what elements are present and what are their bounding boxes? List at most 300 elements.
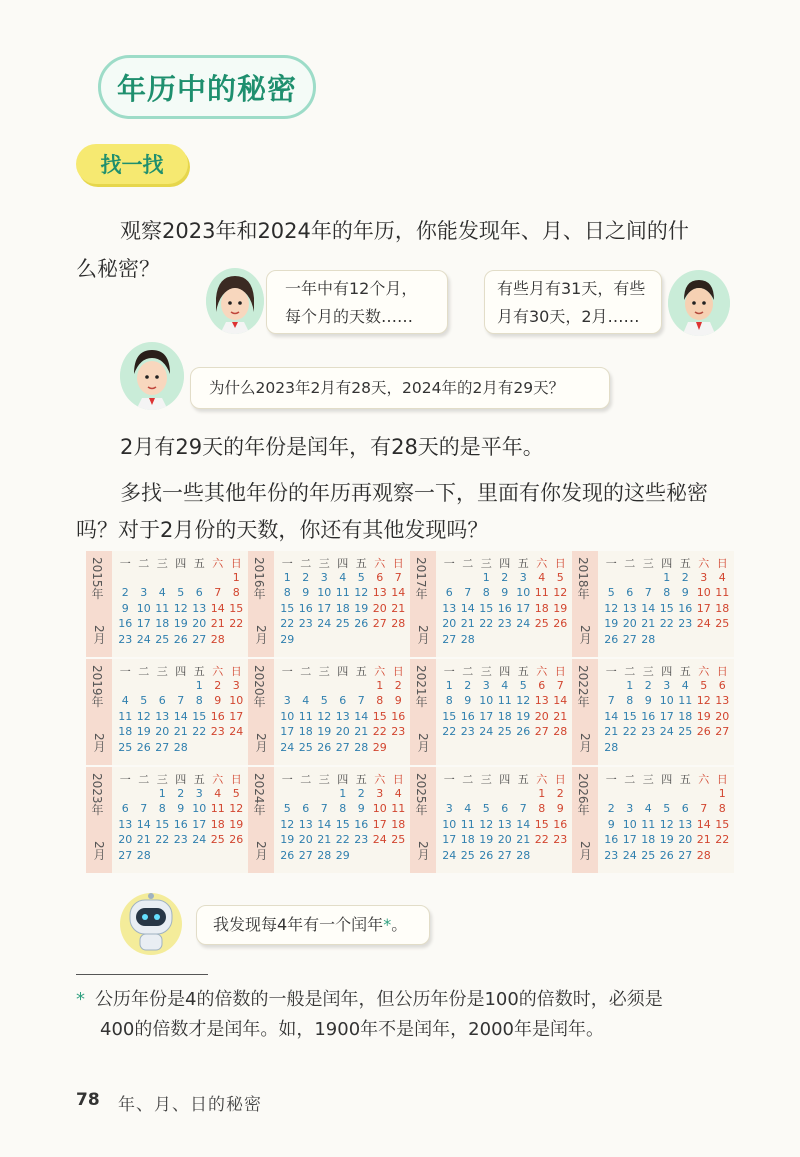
- day-cell: 4: [501, 678, 509, 692]
- day-cell: 23: [497, 617, 512, 630]
- day-cell: 8: [538, 802, 546, 815]
- day-cell: 14: [460, 601, 475, 615]
- day-cell: 28: [696, 848, 711, 862]
- day-cell: 19: [280, 833, 295, 846]
- calendar-2018: [572, 551, 734, 657]
- lesson-title-badge: [98, 55, 316, 119]
- day-cell: 25: [210, 833, 225, 846]
- day-cell: 15: [229, 601, 244, 615]
- day-cell: 23: [173, 833, 188, 846]
- day-cell: 10: [229, 694, 244, 707]
- calendar-month-label: 2月: [578, 625, 592, 645]
- day-cell: 27: [335, 740, 350, 754]
- robot-speech-text: 我发现每4年有一个闰年: [213, 915, 384, 934]
- empty-day-cell: [352, 679, 371, 695]
- weekday-header: 六: [698, 665, 710, 678]
- day-cell: 26: [604, 632, 619, 646]
- calendar-days-grid: [116, 555, 246, 648]
- day-cell: 7: [177, 694, 185, 707]
- calendar-days-grid: [440, 771, 570, 864]
- day-cell: 20: [335, 725, 350, 738]
- day-cell: 5: [140, 694, 148, 707]
- calendar-month-label: 2月: [416, 733, 430, 753]
- day-cell: 1: [626, 678, 634, 692]
- weekday-header: 五: [679, 557, 691, 570]
- weekday-header: 六: [536, 665, 548, 678]
- calendar-side-label: [86, 659, 112, 765]
- day-cell: 14: [696, 817, 711, 831]
- calendar-year-label: 2019年: [90, 665, 104, 708]
- lesson-title: 年历中的秘密: [116, 71, 297, 106]
- weekday-header: 五: [355, 665, 367, 678]
- day-cell: 13: [155, 709, 170, 723]
- weekday-header: 一: [443, 773, 455, 786]
- day-cell: 14: [354, 709, 369, 723]
- day-cell: 2: [357, 786, 365, 800]
- calendar-2022: [572, 659, 734, 765]
- empty-day-cell: [135, 787, 154, 803]
- weekday-header: 二: [300, 773, 312, 786]
- day-cell: 11: [391, 802, 406, 815]
- empty-day-cell: [297, 679, 316, 695]
- day-cell: 15: [622, 709, 637, 723]
- day-cell: 19: [354, 601, 369, 615]
- day-cell: 4: [121, 694, 129, 707]
- day-cell: 1: [195, 678, 203, 692]
- empty-day-cell: [153, 571, 172, 587]
- calendar-month-label: 2月: [578, 733, 592, 753]
- calendar-year-label: 2022年: [576, 665, 590, 708]
- day-cell: 13: [622, 601, 637, 615]
- calendar-days-grid: [602, 663, 732, 756]
- day-cell: 15: [372, 709, 387, 723]
- empty-day-cell: [315, 679, 334, 695]
- weekday-header: 四: [499, 773, 511, 786]
- weekday-header: 日: [554, 773, 566, 786]
- day-cell: 5: [320, 694, 328, 707]
- day-cell: 25: [641, 848, 656, 862]
- calendar-year-label: 2025年: [414, 773, 428, 816]
- calendar-month-label: 2月: [254, 625, 268, 645]
- day-cell: 10: [372, 802, 387, 815]
- day-cell: 27: [678, 848, 693, 862]
- day-cell: 21: [696, 833, 711, 846]
- empty-day-cell: [278, 787, 297, 803]
- question-text: 为什么2023年2月有28天，2024年的2月有29天？: [209, 379, 565, 397]
- robot-avatar: [114, 886, 188, 956]
- day-cell: 8: [663, 586, 671, 599]
- day-cell: 15: [659, 601, 674, 615]
- day-cell: 27: [372, 617, 387, 630]
- day-cell: 19: [479, 833, 494, 846]
- day-cell: 20: [678, 833, 693, 846]
- day-cell: 28: [641, 632, 656, 646]
- empty-day-cell: [658, 787, 677, 803]
- calendar-year-label: 2023年: [90, 773, 104, 816]
- intro-line-2: 么秘密？: [76, 257, 160, 281]
- day-cell: 22: [335, 833, 350, 846]
- day-cell: 11: [715, 586, 730, 599]
- day-cell: 12: [280, 817, 295, 831]
- day-cell: 15: [192, 709, 207, 723]
- day-cell: 21: [210, 617, 225, 630]
- day-cell: 10: [622, 817, 637, 831]
- day-cell: 17: [659, 709, 674, 723]
- calendar-month-label: 2月: [254, 733, 268, 753]
- girl-speech-line-1: 一年中有12个月，: [285, 279, 418, 298]
- day-cell: 2: [681, 570, 689, 584]
- day-cell: 3: [482, 678, 490, 692]
- day-cell: 23: [604, 848, 619, 862]
- weekday-header: 二: [624, 557, 636, 570]
- day-cell: 3: [320, 570, 328, 584]
- weekday-header: 四: [175, 557, 187, 570]
- calendar-side-label: [410, 551, 436, 657]
- day-cell: 5: [700, 678, 708, 692]
- day-cell: 1: [232, 570, 240, 584]
- day-cell: 23: [118, 632, 133, 646]
- day-cell: 7: [140, 802, 148, 815]
- weekday-header: 一: [281, 665, 293, 678]
- weekday-header: 六: [374, 557, 386, 570]
- day-cell: 9: [607, 817, 615, 831]
- weekday-header: 三: [480, 665, 492, 678]
- day-cell: 22: [192, 725, 207, 738]
- day-cell: 15: [335, 817, 350, 831]
- day-cell: 21: [173, 725, 188, 738]
- day-cell: 3: [626, 802, 634, 815]
- day-cell: 15: [280, 601, 295, 615]
- day-cell: 18: [391, 817, 406, 831]
- weekday-header: 日: [716, 773, 728, 786]
- calendar-days-grid: [440, 663, 570, 741]
- day-cell: 19: [604, 617, 619, 630]
- calendar-month-label: 2月: [92, 733, 106, 753]
- day-cell: 17: [192, 817, 207, 831]
- girl-2-avatar: [120, 342, 184, 410]
- empty-day-cell: [621, 787, 640, 803]
- empty-day-cell: [209, 571, 228, 587]
- weekday-header: 五: [193, 665, 205, 678]
- day-cell: 16: [210, 709, 225, 723]
- day-cell: 13: [298, 817, 313, 831]
- day-cell: 9: [394, 694, 402, 707]
- day-cell: 16: [604, 833, 619, 846]
- day-cell: 20: [442, 617, 457, 630]
- day-cell: 16: [298, 601, 313, 615]
- weekday-header: 日: [230, 773, 242, 786]
- day-cell: 24: [696, 617, 711, 630]
- day-cell: 20: [118, 833, 133, 846]
- day-cell: 13: [192, 601, 207, 615]
- day-cell: 21: [391, 601, 406, 615]
- day-cell: 8: [718, 802, 726, 815]
- day-cell: 22: [659, 617, 674, 630]
- empty-day-cell: [116, 571, 135, 587]
- day-cell: 26: [479, 848, 494, 862]
- calendar-side-label: [410, 767, 436, 873]
- weekday-header: 五: [193, 773, 205, 786]
- calendar-side-label: [572, 551, 598, 657]
- empty-day-cell: [459, 571, 478, 587]
- day-cell: 18: [534, 601, 549, 615]
- day-cell: 7: [700, 802, 708, 815]
- day-cell: 21: [641, 617, 656, 630]
- day-cell: 18: [497, 709, 512, 723]
- day-cell: 6: [681, 802, 689, 815]
- day-cell: 28: [516, 848, 531, 862]
- calendar-year-label: 2021年: [414, 665, 428, 708]
- day-cell: 6: [302, 802, 310, 815]
- weekday-header: 二: [624, 773, 636, 786]
- day-cell: 4: [718, 570, 726, 584]
- day-cell: 3: [283, 694, 291, 707]
- day-cell: 6: [121, 802, 129, 815]
- day-cell: 1: [283, 570, 291, 584]
- weekday-header: 四: [661, 665, 673, 678]
- day-cell: 18: [210, 817, 225, 831]
- weekday-header: 一: [281, 557, 293, 570]
- section-tag-label: 找一找: [100, 153, 164, 177]
- day-cell: 26: [229, 833, 244, 846]
- day-cell: 8: [158, 802, 166, 815]
- weekday-header: 日: [716, 557, 728, 570]
- calendar-days-grid: [602, 555, 732, 648]
- weekday-header: 六: [374, 665, 386, 678]
- day-cell: 2: [464, 678, 472, 692]
- boy-speech-bubble: [484, 270, 662, 334]
- day-cell: 16: [173, 817, 188, 831]
- day-cell: 6: [445, 586, 453, 599]
- empty-day-cell: [639, 787, 658, 803]
- empty-day-cell: [135, 679, 154, 695]
- day-cell: 19: [317, 725, 332, 738]
- weekday-header: 日: [392, 665, 404, 678]
- calendar-month-label: 2月: [92, 625, 106, 645]
- weekday-header: 三: [642, 557, 654, 570]
- weekday-header: 六: [536, 557, 548, 570]
- day-cell: 23: [553, 833, 568, 846]
- weekday-header: 五: [355, 773, 367, 786]
- day-cell: 15: [715, 817, 730, 831]
- day-cell: 27: [192, 632, 207, 646]
- day-cell: 12: [479, 817, 494, 831]
- robot-speech-star: *: [383, 915, 392, 934]
- calendar-days-grid: [602, 771, 732, 864]
- day-cell: 2: [644, 678, 652, 692]
- boy-avatar: [668, 270, 730, 336]
- day-cell: 14: [210, 601, 225, 615]
- day-cell: 16: [641, 709, 656, 723]
- day-cell: 7: [556, 678, 564, 692]
- day-cell: 5: [283, 802, 291, 815]
- day-cell: 23: [641, 725, 656, 738]
- day-cell: 11: [497, 694, 512, 707]
- weekday-header: 日: [230, 665, 242, 678]
- weekday-header: 六: [374, 773, 386, 786]
- day-cell: 2: [556, 786, 564, 800]
- day-cell: 6: [195, 586, 203, 599]
- day-cell: 10: [696, 586, 711, 599]
- day-cell: 16: [460, 709, 475, 723]
- weekday-header: 二: [300, 557, 312, 570]
- calendar-days-grid: [278, 771, 408, 864]
- day-cell: 26: [173, 632, 188, 646]
- calendar-month-label: 2月: [416, 841, 430, 861]
- weekday-header: 一: [119, 665, 131, 678]
- day-cell: 21: [354, 725, 369, 738]
- day-cell: 28: [604, 740, 619, 754]
- calendar-2024: [248, 767, 410, 873]
- day-cell: 21: [516, 833, 531, 846]
- calendar-month-label: 2月: [92, 841, 106, 861]
- day-cell: 13: [335, 709, 350, 723]
- day-cell: 23: [678, 617, 693, 630]
- day-cell: 5: [177, 586, 185, 599]
- day-cell: 10: [442, 817, 457, 831]
- day-cell: 28: [391, 617, 406, 630]
- girl-speech-bubble: [266, 270, 448, 334]
- weekday-header: 二: [462, 773, 474, 786]
- day-cell: 6: [626, 586, 634, 599]
- day-cell: 14: [516, 817, 531, 831]
- day-cell: 21: [553, 709, 568, 723]
- empty-day-cell: [602, 679, 621, 695]
- calendar-side-label: [248, 767, 274, 873]
- weekday-header: 六: [698, 557, 710, 570]
- calendar-days-grid: [278, 555, 408, 648]
- day-cell: 23: [391, 725, 406, 738]
- day-cell: 28: [460, 632, 475, 646]
- weekday-header: 二: [300, 665, 312, 678]
- weekday-header: 五: [679, 773, 691, 786]
- day-cell: 4: [644, 802, 652, 815]
- weekday-header: 五: [193, 557, 205, 570]
- day-cell: 16: [497, 601, 512, 615]
- task-line-2: 吗？对于2月份的天数，你还有其他发现吗？: [76, 518, 489, 542]
- day-cell: 22: [372, 725, 387, 738]
- day-cell: 2: [501, 570, 509, 584]
- day-cell: 29: [335, 848, 350, 862]
- weekday-header: 三: [156, 665, 168, 678]
- day-cell: 11: [335, 586, 350, 599]
- day-cell: 10: [479, 694, 494, 707]
- day-cell: 13: [118, 817, 133, 831]
- calendar-year-label: 2024年: [252, 773, 266, 816]
- day-cell: 9: [556, 802, 564, 815]
- day-cell: 19: [229, 817, 244, 831]
- day-cell: 1: [538, 786, 546, 800]
- day-cell: 22: [715, 833, 730, 846]
- day-cell: 8: [445, 694, 453, 707]
- weekday-header: 四: [175, 665, 187, 678]
- weekday-header: 四: [337, 557, 349, 570]
- day-cell: 2: [607, 802, 615, 815]
- day-cell: 4: [302, 694, 310, 707]
- day-cell: 12: [317, 709, 332, 723]
- empty-day-cell: [172, 571, 191, 587]
- weekday-header: 五: [679, 665, 691, 678]
- day-cell: 16: [678, 601, 693, 615]
- day-cell: 24: [516, 617, 531, 630]
- day-cell: 6: [158, 694, 166, 707]
- weekday-header: 日: [716, 665, 728, 678]
- day-cell: 13: [715, 694, 730, 707]
- empty-day-cell: [172, 679, 191, 695]
- day-cell: 2: [121, 586, 129, 599]
- footnote-line-2: 400的倍数才是闰年。如，1900年不是闰年，2000年是闰年。: [100, 1019, 604, 1040]
- task-line-1: 多找一些其他年份的年历再观察一下，里面有你发现的这些秘密: [120, 481, 708, 505]
- girl-avatar: [206, 268, 264, 334]
- day-cell: 17: [372, 817, 387, 831]
- day-cell: 1: [718, 786, 726, 800]
- empty-day-cell: [297, 787, 316, 803]
- weekday-header: 二: [138, 557, 150, 570]
- calendar-side-label: [248, 659, 274, 765]
- day-cell: 27: [118, 848, 133, 862]
- day-cell: 1: [445, 678, 453, 692]
- intro-line-1: 观察2023年和2024年的年历，你能发现年、月、日之间的什: [120, 219, 689, 243]
- day-cell: 8: [482, 586, 490, 599]
- day-cell: 24: [442, 848, 457, 862]
- day-cell: 12: [173, 601, 188, 615]
- day-cell: 1: [663, 570, 671, 584]
- robot-speech-period: 。: [391, 915, 408, 934]
- day-cell: 26: [317, 740, 332, 754]
- day-cell: 21: [604, 725, 619, 738]
- day-cell: 13: [372, 586, 387, 599]
- day-cell: 10: [136, 601, 151, 615]
- calendar-2019: [86, 659, 248, 765]
- calendar-side-label: [86, 767, 112, 873]
- day-cell: 10: [516, 586, 531, 599]
- day-cell: 27: [155, 740, 170, 754]
- calendar-side-label: [572, 659, 598, 765]
- robot-speech-bubble: [196, 905, 430, 945]
- day-cell: 20: [155, 725, 170, 738]
- day-cell: 3: [700, 570, 708, 584]
- day-cell: 5: [482, 802, 490, 815]
- day-cell: 23: [298, 617, 313, 630]
- calendar-year-label: 2015年: [90, 557, 104, 600]
- day-cell: 9: [121, 601, 129, 615]
- calendar-side-label: [248, 551, 274, 657]
- empty-day-cell: [459, 787, 478, 803]
- day-cell: 25: [534, 617, 549, 630]
- day-cell: 11: [118, 709, 133, 723]
- day-cell: 26: [553, 617, 568, 630]
- day-cell: 2: [177, 786, 185, 800]
- footnote-star: *: [76, 989, 85, 1010]
- weekday-header: 六: [212, 557, 224, 570]
- weekday-header: 一: [119, 773, 131, 786]
- weekday-header: 三: [318, 557, 330, 570]
- weekday-header: 二: [624, 665, 636, 678]
- chapter-title: 年、月、日的秘密: [118, 1095, 262, 1115]
- weekday-header: 四: [499, 665, 511, 678]
- weekday-header: 五: [355, 557, 367, 570]
- calendar-year-label: 2026年: [576, 773, 590, 816]
- weekday-header: 三: [156, 773, 168, 786]
- day-cell: 18: [460, 833, 475, 846]
- day-cell: 9: [302, 586, 310, 599]
- day-cell: 19: [696, 709, 711, 723]
- weekday-header: 六: [212, 665, 224, 678]
- day-cell: 3: [519, 570, 527, 584]
- weekday-header: 五: [517, 773, 529, 786]
- day-cell: 23: [210, 725, 225, 738]
- day-cell: 28: [553, 725, 568, 738]
